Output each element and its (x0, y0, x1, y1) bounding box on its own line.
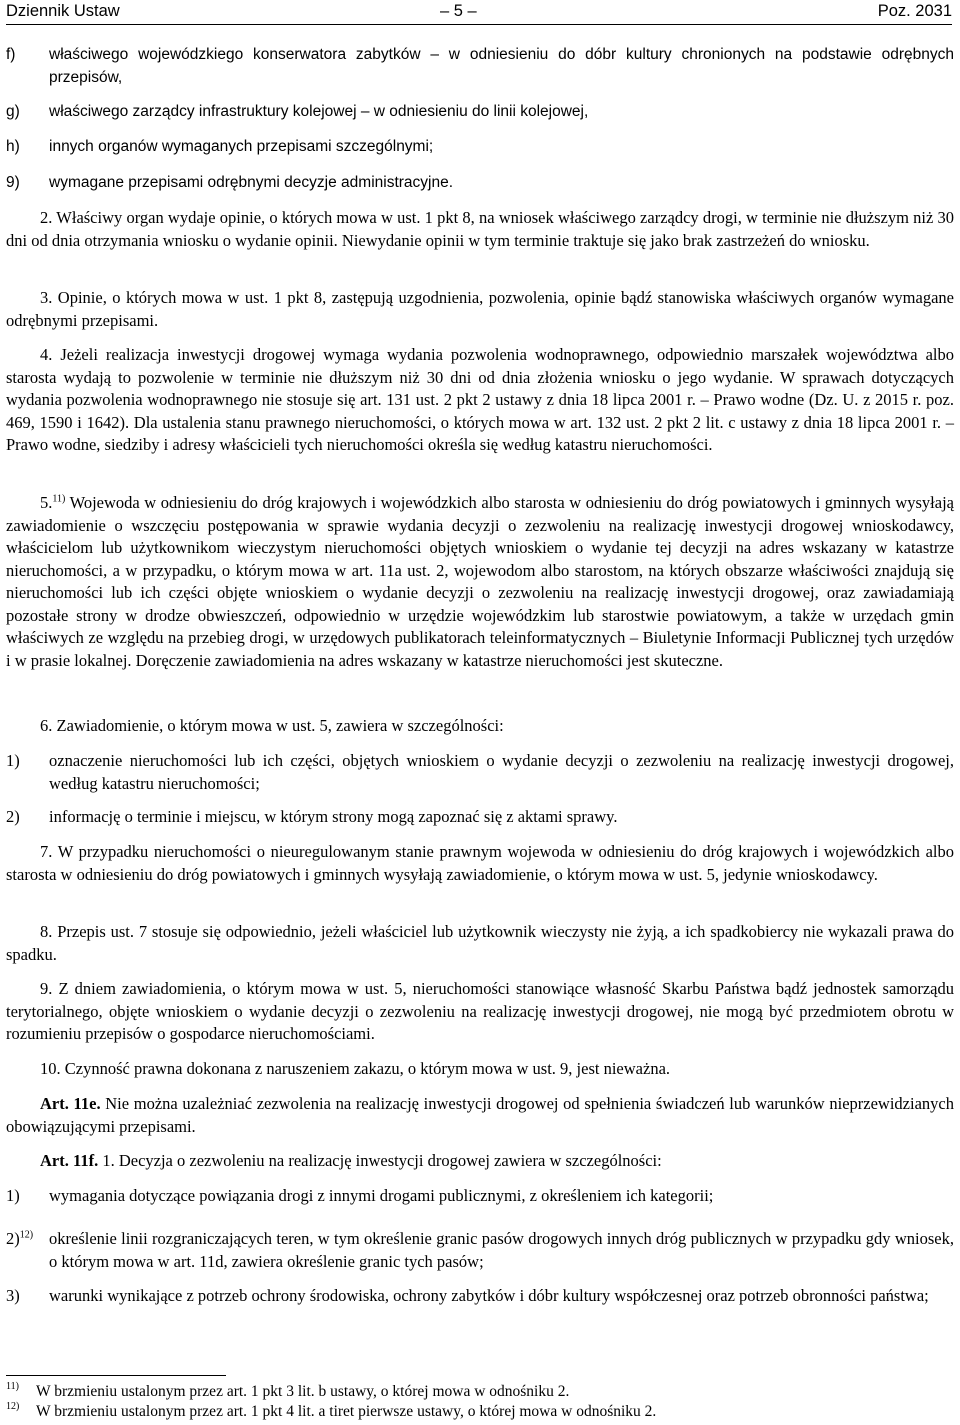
list-item-11f-1 (6, 1185, 954, 1208)
list-item-num-text: 3) (6, 1286, 20, 1305)
list-item-text: właściwego wojewódzkiego konserwatora zabytków – w odniesieniu do dóbr kultury chronionych na podstawie odrębnych przepisów, (49, 46, 954, 86)
paragraph-5-text: Wojewoda w odniesieniu do dróg krajowych i wojewódzkich albo starosta w odniesieniu do dróg powiatowych i gminnych wysyłają zawiadomienie o wszczęciu postępowania w sprawie wydania decyzji o zezwoleniu na realizację inwestycji drogowej wnioskodawcy, właścicielom lub użytkownikom wieczystym nieruchomości objętych wnioskiem o wydanie tej decyzji na adres wskazany w katastrze nieruchomości, a w przypadku, o którym mowa w art. 11a ust. 2, wojewodom albo starostom, na których obszarze właściwości znajdują się nieruchomości lub ich części objęte wnioskiem o wydanie decyzji o zezwoleniu na realizację inwestycji drogowej, oraz zawiadamiają pozostałe strony w drodze obwieszczeń, odpowiednio w urzędzie wojewódzkim lub starostwie powiatowym, a także w urzędach gmin właściwych ze względu na przebieg drogi, w urzędowych publikatorach teleinformatycznych – Biuletynie Informacji Publicznej tych urzędów i w prasie lokalnej. Doręczenie zawiadomienia na adres wskazany w katastrze nieruchomości jest skuteczne. (6, 493, 954, 670)
footnote-text: W brzmieniu ustalonym przez art. 1 pkt 3 lit. b ustawy, o której mowa w odnośniku 2. (36, 1383, 570, 1400)
paragraph-10: 10. Czynność prawna dokonana z naruszeniem zakazu, o którym mowa w ust. 9, jest nieważna. (40, 1059, 671, 1078)
list-item-number: h) (6, 138, 20, 155)
footnote-number: 12) (6, 1401, 20, 1412)
list-item-number: 1) (6, 751, 20, 770)
position-number: Poz. 2031 (877, 2, 952, 20)
page-header (6, 0, 952, 25)
paragraph-3: 3. Opinie, o których mowa w ust. 1 pkt 8, zastępują uzgodnienia, pozwolenia, opinie bądź stanowiska właściwych organów wymagane odrębnymi przepisami. (6, 288, 954, 330)
article-11f (6, 1150, 954, 1173)
list-item-text: wymagane przepisami odrębnymi decyzje administracyjne. (49, 174, 454, 191)
list-item-text: wymagania dotyczące powiązania drogi z innymi drogami publicznymi, z określeniem ich kategorii; (49, 1186, 714, 1205)
list-item-text: oznaczenie nieruchomości lub ich części, objętych wnioskiem o wydanie decyzji o zezwoleniu na realizację inwestycji drogowej, według katastru nieruchomości; (49, 751, 954, 793)
footnote-separator (6, 1375, 226, 1376)
paragraph-8: 8. Przepis ust. 7 stosuje się odpowiednio, jeżeli właściciel lub użytkownik wieczysty nie żyją, a ich spadkobiercy nie wykazali prawa do spadku. (6, 922, 954, 964)
footnote-text: W brzmieniu ustalonym przez art. 1 pkt 4 lit. a tiret pierwsze ustawy, o której mowa w odnośniku 2. (36, 1403, 657, 1420)
list-item-text: warunki wynikające z potrzeb ochrony środowiska, ochrony zabytków i dóbr kultury współczesnej oraz potrzeb obronności państwa; (49, 1286, 929, 1305)
paragraph-2: 2. Właściwy organ wydaje opinie, o których mowa w ust. 1 pkt 8, na wniosek właściwego zarządcy drogi, w terminie nie dłuższym niż 30 dni od dnia otrzymania wniosku o wydanie opinii. Niewydanie opinii w tym terminie traktuje się jako brak zastrzeżeń do wniosku. (6, 208, 954, 250)
paragraph-7: 7. W przypadku nieruchomości o nieuregulowanym stanie prawnym wojewoda w odniesieniu do dróg krajowych i wojewódzkich albo starosta w odniesieniu do dróg powiatowych i gminnych wysyłają zawiadomienie, o którym mowa w ust. 5, jedynie wnioskodawcy. (6, 842, 954, 884)
list-item-number (6, 1285, 20, 1308)
list-item-number (6, 1185, 20, 1208)
page-number: – 5 – (440, 2, 477, 20)
journal-title: Dziennik Ustaw (6, 2, 120, 20)
list-item-num-text: 1) (6, 1186, 20, 1205)
article-11f-text: 1. Decyzja o zezwoleniu na realizację inwestycji drogowej zawiera w szczególności: (98, 1151, 662, 1170)
article-11e-label: Art. 11e. (40, 1094, 101, 1113)
list-item-text: właściwego zarządcy infrastruktury kolejowej – w odniesieniu do linii kolejowej, (49, 103, 589, 120)
list-item-number: g) (6, 103, 20, 120)
list-item-11f-3 (6, 1285, 954, 1308)
list-item-num-text: 2) (6, 1229, 20, 1248)
list-item-p6-2 (6, 806, 954, 829)
paragraph-5 (6, 492, 954, 672)
footnote-number: 11) (6, 1381, 19, 1392)
list-item-9 (6, 172, 954, 195)
list-item-text: innych organów wymaganych przepisami szczególnymi; (49, 138, 434, 155)
paragraph-4: 4. Jeżeli realizacja inwestycji drogowej wymaga wydania pozwolenia wodnoprawnego, odpowiednio marszałek województwa albo starosta wydają to pozwolenie w terminie nie dłuższym niż 30 dni od dnia złożenia wniosku o jego wydanie. W sprawach dotyczących wydania pozwolenia wodnoprawnego nie stosuje się art. 131 ust. 2 pkt 2 ustawy z dnia 18 lipca 2001 r. – Prawo wodne (Dz. U. z 2015 r. poz. 469, 1590 i 1642). Dla ustalenia stanu prawnego nieruchomości, o których mowa w art. 132 ust. 2 pkt 2 lit. c ustawy z dnia 18 lipca 2001 r. – Prawo wodne, siedziby i adresy właścicieli tych nieruchomości określa się według katastru nieruchomości. (6, 345, 954, 454)
paragraph-6: 6. Zawiadomienie, o którym mowa w ust. 5, zawiera w szczególności: (40, 716, 504, 735)
article-11f-label: Art. 11f. (40, 1151, 99, 1170)
list-item-text: informację o terminie i miejscu, w którym strony mogą zapoznać się z aktami sprawy. (49, 807, 618, 826)
footnote-12 (6, 1402, 954, 1422)
article-11e-text: Nie można uzależniać zezwolenia na realizację inwestycji drogowej od spełnienia świadczeń lub warunków nieprzewidzianych obowiązującymi przepisami. (6, 1094, 954, 1136)
list-item-number (6, 1228, 33, 1251)
list-item-number: 2) (6, 807, 20, 826)
footnote-ref-12: 12) (19, 1229, 34, 1241)
list-item-number: 9) (6, 174, 20, 191)
footnote-11 (6, 1382, 954, 1402)
footnote-ref-11: 11) (52, 493, 66, 505)
article-11e (6, 1093, 954, 1138)
paragraph-9: 9. Z dniem zawiadomienia, o którym mowa w ust. 5, nieruchomości stanowiące własność Skarbu Państwa bądź jednostek samorządu terytorialnego, objęte wnioskiem o wydanie decyzji o zezwoleniu na realizację inwestycji drogowej, nie mogą być przedmiotem obrotu w rozumieniu przepisów o gospodarce nieruchomościami. (6, 979, 954, 1043)
list-item-11f-2 (6, 1228, 954, 1273)
list-item-g (6, 101, 954, 124)
paragraph-5-number: 5. (40, 493, 53, 512)
list-item-p6-1 (6, 750, 954, 795)
list-item-h (6, 136, 954, 159)
list-item-text: określenie linii rozgraniczających teren, w tym określenie granic pasów drogowych innych dróg publicznych w przypadku gdy wniosek, o którym mowa w art. 11d, zawiera określenie granic tych pasów; (49, 1229, 954, 1271)
list-item-f (6, 44, 954, 89)
list-item-number: f) (6, 46, 16, 63)
